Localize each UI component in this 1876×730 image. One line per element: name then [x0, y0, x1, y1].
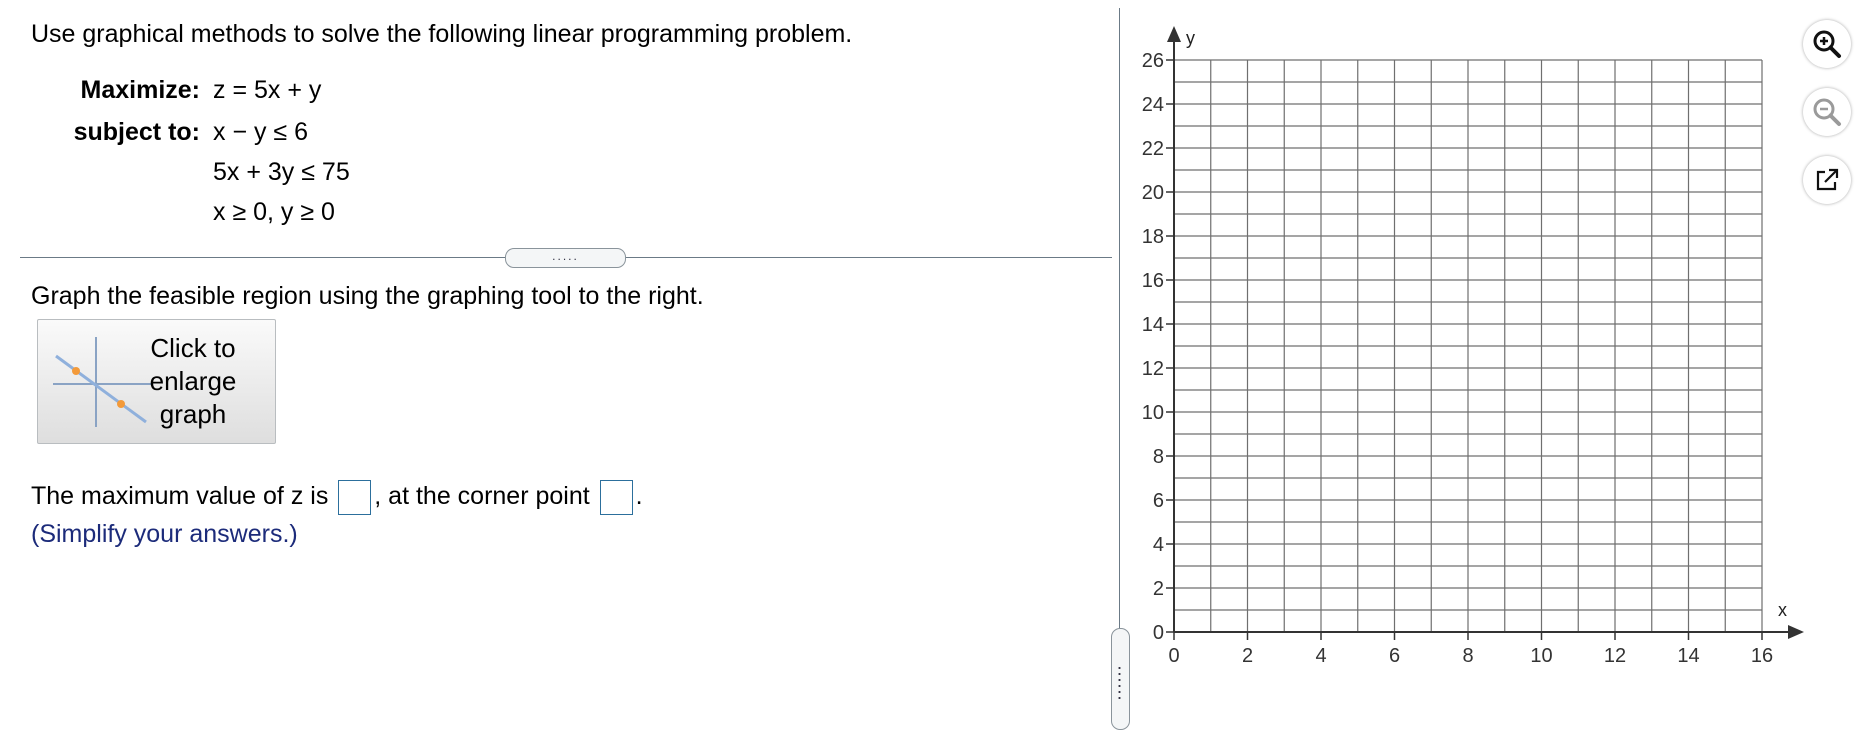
x-tick-label: 2 [1241, 645, 1254, 667]
popout-button[interactable] [1803, 156, 1851, 204]
x-axis-label: x [1778, 600, 1787, 620]
constraint-1: x − y ≤ 6 [213, 118, 309, 146]
max-z-answer-box[interactable] [338, 480, 371, 515]
answer-suffix: . [635, 482, 643, 511]
y-axis-label: y [1186, 28, 1195, 48]
divider-handle[interactable]: ..... [505, 248, 626, 268]
x-tick-label: 16 [1750, 645, 1774, 667]
y-tick-label: 16 [1141, 270, 1164, 292]
answer-line [31, 480, 643, 515]
y-tick-label: 0 [1152, 622, 1164, 644]
maximize-label: Maximize: [80, 76, 200, 104]
enlarge-graph-label: Click to enlarge graph [149, 333, 237, 429]
y-tick-label: 6 [1152, 490, 1164, 512]
y-tick-label: 20 [1141, 182, 1164, 204]
y-tick-label: 18 [1141, 226, 1164, 248]
graphing-tool[interactable] [1130, 20, 1787, 700]
constraint-2: 5x + 3y ≤ 75 [213, 158, 350, 186]
x-tick-label: 8 [1462, 645, 1474, 667]
vertical-divider-handle[interactable] [1111, 628, 1130, 730]
graph-instruction: Graph the feasible region using the graphing tool to the right. [31, 282, 704, 310]
problem-instruction: Use graphical methods to solve the following linear programming problem. [31, 20, 853, 48]
y-tick-label: 4 [1152, 534, 1164, 556]
answer-prefix: The maximum value of z is [31, 482, 329, 511]
subject-to-label: subject to: [73, 118, 200, 146]
corner-point-answer-box[interactable] [600, 480, 633, 515]
zoom-out-button[interactable] [1803, 88, 1851, 136]
enlarge-graph-button[interactable] [37, 319, 276, 444]
y-tick-label: 2 [1152, 578, 1164, 600]
x-tick-label: 4 [1315, 645, 1327, 667]
y-axis-arrow [1167, 26, 1181, 42]
external-link-icon [1811, 164, 1843, 196]
y-tick-label: 10 [1141, 402, 1164, 424]
x-tick-label: 6 [1388, 645, 1401, 667]
zoom-out-icon [1811, 96, 1843, 128]
constraint-3: x ≥ 0, y ≥ 0 [213, 198, 335, 226]
zoom-in-icon [1811, 28, 1843, 60]
x-axis-arrow [1788, 625, 1804, 639]
x-tick-label: 0 [1168, 645, 1180, 667]
vertical-divider [1119, 8, 1120, 722]
zoom-in-button[interactable] [1803, 20, 1851, 68]
x-tick-label: 10 [1530, 645, 1553, 667]
y-tick-label: 26 [1141, 50, 1164, 72]
y-tick-label: 14 [1141, 314, 1164, 336]
x-tick-label: 12 [1603, 645, 1627, 667]
objective-function: z = 5x + y [213, 76, 322, 104]
simplify-note: (Simplify your answers.) [31, 520, 298, 548]
y-tick-label: 12 [1141, 358, 1164, 380]
y-tick-label: 8 [1152, 446, 1164, 468]
x-tick-label: 14 [1677, 645, 1700, 667]
y-tick-label: 24 [1141, 94, 1164, 116]
answer-middle: , at the corner point [374, 482, 590, 511]
y-tick-label: 22 [1141, 138, 1164, 160]
